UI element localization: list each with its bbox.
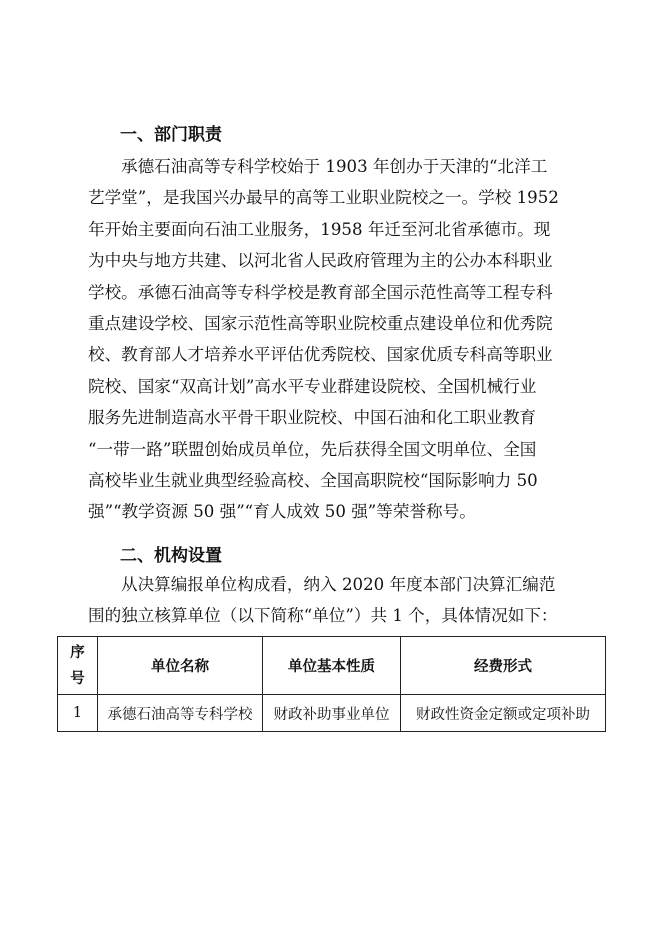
paragraph-line: 强”“教学资源 50 强”“育人成效 50 强”等荣誉称号。 (88, 502, 476, 522)
header-seq-top: 序 (70, 644, 85, 661)
paragraph-organization (88, 569, 580, 632)
paragraph-line: 艺学堂”，是我国兴办最早的高等工业职业院校之一。学校 1952 (88, 188, 559, 208)
cell-unit-name: 承德石油高等专科学校 (98, 695, 263, 732)
paragraph-line: 校、教育部人才培养水平评估优秀院校、国家优质专科高等职业 (88, 345, 553, 365)
section-heading-organization: 二、机构设置 (120, 546, 222, 566)
paragraph-line: 高校毕业生就业典型经验高校、全国高职院校“国际影响力 50 (88, 471, 538, 491)
paragraph-line: 为中央与地方共建、以河北省人民政府管理为主的公办本科职业 (88, 251, 553, 271)
cell-seq: 1 (58, 695, 98, 732)
header-seq (58, 637, 98, 695)
paragraph-line: 承德石油高等专科学校始于 1903 年创办于天津的“北洋工 (121, 157, 548, 176)
paragraph-line: 学校。承德石油高等专科学校是教育部全国示范性高等工程专科 (88, 282, 553, 302)
cell-unit-nature: 财政补助事业单位 (263, 695, 401, 732)
paragraph-line: “一带一路”联盟创始成员单位，先后获得全国文明单位、全国 (88, 439, 537, 459)
paragraph-line: 从决算编报单位构成看，纳入 2020 年度本部门决算汇编范 (121, 575, 556, 594)
paragraph-line: 围的独立核算单位（以下简称“单位”）共 1 个，具体情况如下： (88, 606, 558, 626)
paragraph-line: 重点建设学校、国家示范性高等职业院校重点建设单位和优秀院 (88, 314, 553, 334)
paragraph-line: 年开始主要面向石油工业服务，1958 年迁至河北省承德市。现 (88, 219, 551, 239)
paragraph-line: 服务先进制造高水平骨干职业院校、中国石油和化工职业教育 (88, 408, 537, 428)
unit-table (57, 636, 606, 732)
paragraph-line: 院校、国家“双高计划”高水平专业群建设院校、全国机械行业 (88, 376, 537, 396)
cell-funding-form: 财政性资金定额或定项补助 (401, 695, 606, 732)
section-heading-responsibilities: 一、部门职责 (120, 125, 222, 145)
header-funding-form: 经费形式 (401, 637, 606, 695)
header-seq-bottom: 号 (70, 670, 85, 687)
header-unit-name: 单位名称 (98, 637, 263, 695)
header-unit-nature: 单位基本性质 (263, 637, 401, 695)
table-header-row (58, 637, 606, 695)
table-row (58, 695, 606, 732)
paragraph-responsibilities (88, 151, 580, 528)
